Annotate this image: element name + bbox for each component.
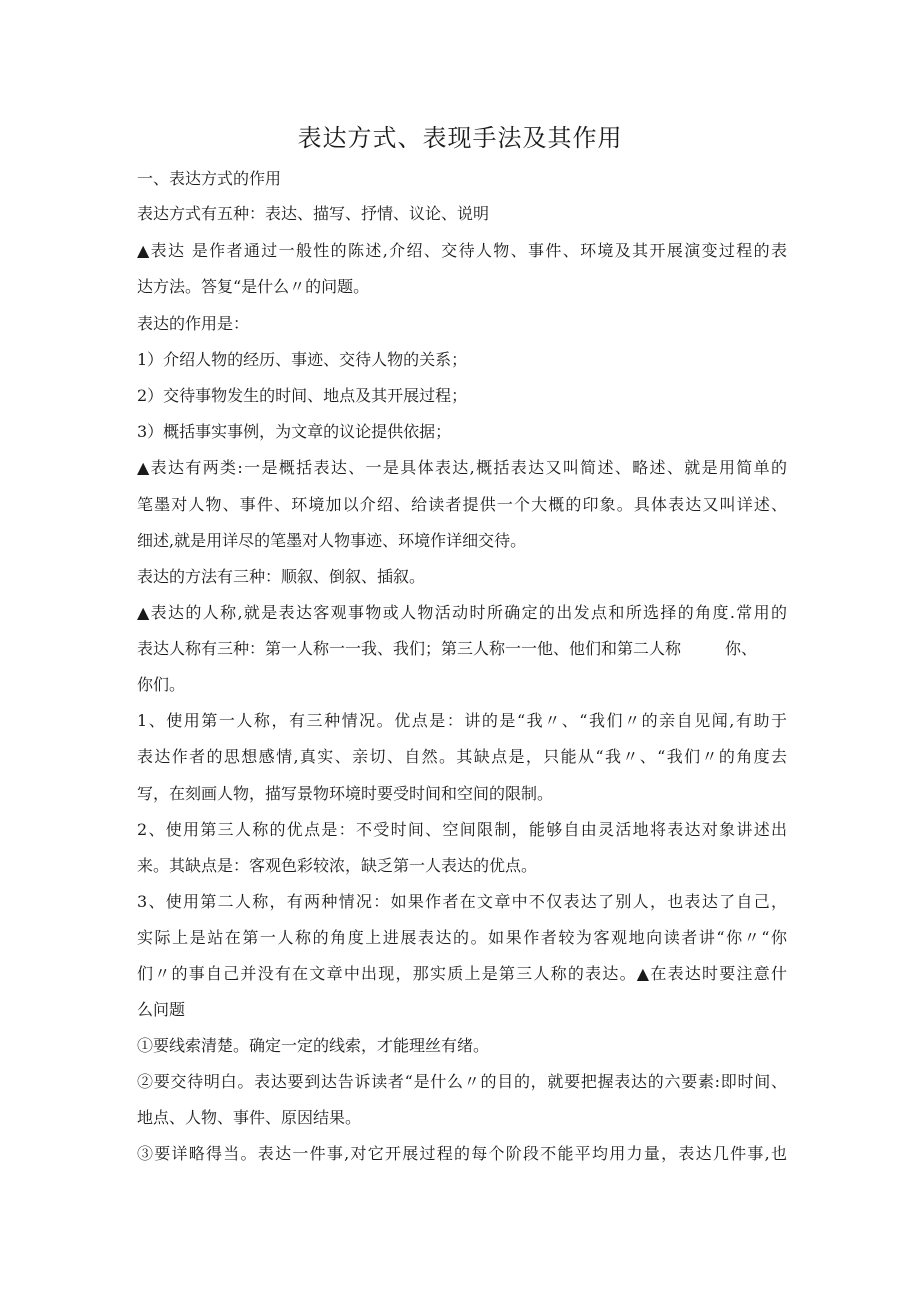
paragraph-line: ▲表达有两类:一是概括表达、一是具体表达,概括表达又叫简述、略述、就是用简单的: [137, 458, 787, 477]
paragraph-line: 么问题: [137, 1000, 186, 1019]
document-title: 表达方式、表现手法及其作用: [297, 124, 623, 152]
paragraph-line: 地点、人物、事件、原因结果。: [137, 1108, 362, 1127]
paragraph-line: 你们。: [137, 675, 186, 694]
paragraph-line-end: 你、: [725, 639, 758, 658]
list-item: ③要详略得当。表达一件事,对它开展过程的每个阶段不能平均用力量，表达几件事,也: [137, 1144, 787, 1163]
paragraph-line: 写，在刻画人物，描写景物环境时要受时间和空间的限制。: [137, 784, 554, 803]
paragraph-line: [137, 638, 787, 660]
paragraph-line: 细述,就是用详尽的笔墨对人物事迹、环境作详细交待。: [137, 531, 527, 550]
paragraph-line: 1、使用第一人称，有三种情况。优点是：讲的是“我〃、“我们〃的亲自见闻,有助于: [137, 711, 787, 730]
paragraph-line: 表达的方法有三种：顺叙、倒叙、插叙。: [137, 567, 426, 586]
section-heading: 一、表达方式的作用: [137, 169, 282, 188]
paragraph-line: 表达作者的思想感情,真实、亲切、自然。其缺点是，只能从“我〃、“我们〃的角度去: [137, 747, 787, 766]
paragraph-line-start: 表达人称有三种：第一人称一一我、我们；第三人称一一他、他们和第二人称: [137, 639, 682, 658]
paragraph-line: 3、使用第二人称，有两种情况：如果作者在文章中不仅表达了别人，也表达了自己，: [137, 892, 787, 911]
paragraph-line: 2、使用第三人称的优点是：不受时间、空间限制，能够自由灵活地将表达对象讲述出: [137, 820, 787, 839]
list-item: 3）概括事实事例，为文章的议论提供依据；: [137, 422, 452, 441]
paragraph-line: 表达方式有五种：表达、描写、抒情、议论、说明: [137, 204, 490, 223]
paragraph-line: 实际上是站在第一人称的角度上进展表达的。如果作者较为客观地向读者讲“你〃“你: [137, 928, 787, 947]
paragraph-line: ▲表达的人称,就是表达客观事物或人物活动时所确定的出发点和所选择的角度.常用的: [137, 603, 787, 622]
paragraph-line: 来。其缺点是：客观色彩较浓，缺乏第一人表达的优点。: [137, 856, 538, 875]
paragraph-line: 们〃的事自己并没有在文章中出现，那实质上是第三人称的表达。▲在表达时要注意什: [137, 964, 787, 983]
paragraph-line: 笔墨对人物、事件、环境加以介绍、给读者提供一个大概的印象。具体表达又叫详述、: [137, 495, 787, 514]
list-item: 1）介绍人物的经历、事迹、交待人物的关系；: [137, 350, 468, 369]
list-item: 2）交待事物发生的时间、地点及其开展过程；: [137, 386, 468, 405]
paragraph-line: 达方法。答复“是什么〃的问题。: [137, 277, 370, 296]
list-item: ①要线索清楚。确定一定的线索，才能理丝有绪。: [137, 1036, 490, 1055]
list-item: ②要交待明白。表达要到达告诉读者“是什么〃的目的，就要把握表达的六要素:即时间、: [137, 1072, 787, 1091]
paragraph-line: 表达的作用是：: [137, 314, 250, 333]
paragraph-line: ▲表达 是作者通过一般性的陈述,介绍、交待人物、事件、环境及其开展演变过程的表: [137, 241, 787, 260]
